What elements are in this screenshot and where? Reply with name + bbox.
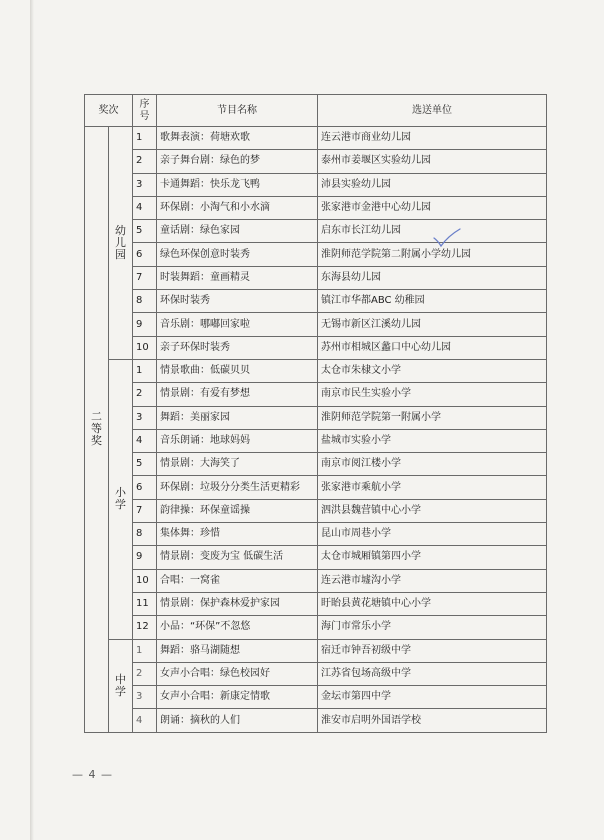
row-number: 10 (133, 569, 157, 592)
table-row (85, 476, 547, 499)
program-name: 童话剧：绿色家园 (157, 220, 318, 243)
unit-name: 泗洪县魏营镇中心小学 (318, 499, 547, 522)
unit-name: 南京市阅江楼小学 (318, 453, 547, 476)
program-name: 集体舞：珍惜 (157, 523, 318, 546)
table-row (85, 686, 547, 709)
table-row (85, 406, 547, 429)
row-number: 2 (133, 150, 157, 173)
program-name: 环保剧：垃圾分分类生活更精彩 (157, 476, 318, 499)
table-row (85, 127, 547, 150)
table-row (85, 616, 547, 639)
row-number: 4 (133, 196, 157, 219)
category-char: 学 (115, 498, 126, 512)
program-name: 歌舞表演：荷塘欢歌 (157, 127, 318, 150)
category-middle (109, 639, 133, 732)
program-name: 亲子舞台剧：绿色的梦 (157, 150, 318, 173)
unit-name: 江苏省包场高级中学 (318, 662, 547, 685)
table-row (85, 290, 547, 313)
unit-name: 东海县幼儿园 (318, 266, 547, 289)
row-number: 7 (133, 499, 157, 522)
program-name: 卡通舞蹈：快乐龙飞鸭 (157, 173, 318, 196)
unit-name: 苏州市相城区蠡口中心幼儿园 (318, 336, 547, 359)
unit-name: 海门市常乐小学 (318, 616, 547, 639)
row-number: 5 (133, 453, 157, 476)
unit-name: 镇江市华都ABC 幼稚园 (318, 290, 547, 313)
category-char: 幼 (115, 223, 126, 237)
page-number: — 4 — (72, 768, 113, 781)
row-number: 2 (133, 662, 157, 685)
program-name: 音乐朗诵：地球妈妈 (157, 429, 318, 452)
row-number: 4 (133, 709, 157, 732)
table-row (85, 569, 547, 592)
unit-name: 太仓市城厢镇第四小学 (318, 546, 547, 569)
row-number: 6 (133, 243, 157, 266)
program-name: 韵律操：环保童谣操 (157, 499, 318, 522)
unit-name: 沛县实验幼儿园 (318, 173, 547, 196)
table-row (85, 313, 547, 336)
table-row (85, 662, 547, 685)
table-row (85, 499, 547, 522)
unit-name: 淮阴师范学院第一附属小学 (318, 406, 547, 429)
row-number: 1 (133, 359, 157, 382)
program-name: 情景歌曲：低碳贝贝 (157, 359, 318, 382)
row-number: 8 (133, 523, 157, 546)
program-name: 情景剧：变废为宝 低碳生活 (157, 546, 318, 569)
row-number: 3 (133, 406, 157, 429)
program-name: 亲子环保时装秀 (157, 336, 318, 359)
table-row (85, 523, 547, 546)
program-name: 女声小合唱：新康定情歌 (157, 686, 318, 709)
row-number: 8 (133, 290, 157, 313)
table-row (85, 220, 547, 243)
table-row (85, 196, 547, 219)
program-name: 音乐剧：哪嘟回家啦 (157, 313, 318, 336)
program-name: 小品：“环保”不忽悠 (157, 616, 318, 639)
table-row (85, 429, 547, 452)
category-primary (109, 359, 133, 639)
row-number: 7 (133, 266, 157, 289)
unit-name: 泰州市姜堰区实验幼儿园 (318, 150, 547, 173)
table-row (85, 150, 547, 173)
row-number: 12 (133, 616, 157, 639)
award-grade-cell (85, 127, 109, 733)
program-name: 绿色环保创意时装秀 (157, 243, 318, 266)
row-number: 3 (133, 686, 157, 709)
table-row (85, 592, 547, 615)
page-edge-shadow (30, 0, 34, 840)
program-name: 情景剧：大海笑了 (157, 453, 318, 476)
table-row (85, 453, 547, 476)
header-award-level: 奖次 (85, 95, 133, 127)
row-number: 2 (133, 383, 157, 406)
award-grade-char: 二 (91, 410, 102, 424)
unit-name: 宿迁市钟吾初级中学 (318, 639, 547, 662)
unit-name: 无锡市新区江溪幼儿园 (318, 313, 547, 336)
row-number: 4 (133, 429, 157, 452)
category-char: 园 (115, 247, 126, 261)
table-row (85, 639, 547, 662)
unit-name: 淮安市启明外国语学校 (318, 709, 547, 732)
category-kindergarten (109, 127, 133, 360)
program-name: 环保时装秀 (157, 290, 318, 313)
category-char: 学 (115, 684, 126, 698)
table-row (85, 359, 547, 382)
header-seq: 序号 (133, 95, 157, 127)
row-number: 9 (133, 313, 157, 336)
unit-name: 淮阴师范学院第二附属小学幼儿园 (318, 243, 547, 266)
unit-name: 张家港市金港中心幼儿园 (318, 196, 547, 219)
unit-name: 昆山市周巷小学 (318, 523, 547, 546)
program-name: 时装舞蹈：童画精灵 (157, 266, 318, 289)
row-number: 1 (133, 639, 157, 662)
award-grade-char: 奖 (91, 434, 102, 448)
program-name: 情景剧：有爱有梦想 (157, 383, 318, 406)
row-number: 9 (133, 546, 157, 569)
table-row (85, 266, 547, 289)
row-number: 11 (133, 592, 157, 615)
header-unit: 选送单位 (318, 95, 547, 127)
program-name: 环保剧：小淘气和小水滴 (157, 196, 318, 219)
handwritten-checkmark-icon (432, 228, 462, 248)
category-char: 儿 (115, 235, 126, 249)
table-header-row (85, 95, 547, 127)
unit-name: 连云港市商业幼儿园 (318, 127, 547, 150)
table-row (85, 336, 547, 359)
awards-table (84, 94, 547, 733)
unit-name: 启东市长江幼儿园 (318, 220, 547, 243)
award-grade-char: 等 (91, 422, 102, 436)
row-number: 10 (133, 336, 157, 359)
category-char: 中 (115, 672, 126, 686)
row-number: 1 (133, 127, 157, 150)
table-row (85, 383, 547, 406)
table-row (85, 243, 547, 266)
unit-name: 盐城市实验小学 (318, 429, 547, 452)
unit-name: 盱眙县黄花塘镇中心小学 (318, 592, 547, 615)
program-name: 舞蹈：美丽家园 (157, 406, 318, 429)
unit-name: 连云港市墟沟小学 (318, 569, 547, 592)
table-row (85, 709, 547, 732)
row-number: 5 (133, 220, 157, 243)
row-number: 3 (133, 173, 157, 196)
table-row (85, 173, 547, 196)
table-row (85, 546, 547, 569)
header-program: 节目名称 (157, 95, 318, 127)
unit-name: 南京市民生实验小学 (318, 383, 547, 406)
unit-name: 金坛市第四中学 (318, 686, 547, 709)
category-char: 小 (115, 486, 126, 500)
unit-name: 张家港市乘航小学 (318, 476, 547, 499)
program-name: 女声小合唱：绿色校园好 (157, 662, 318, 685)
program-name: 朗诵：摘秋的人们 (157, 709, 318, 732)
program-name: 情景剧：保护森林爱护家园 (157, 592, 318, 615)
unit-name: 太仓市朱棣文小学 (318, 359, 547, 382)
row-number: 6 (133, 476, 157, 499)
program-name: 合唱：一窝雀 (157, 569, 318, 592)
program-name: 舞蹈：骆马湖随想 (157, 639, 318, 662)
